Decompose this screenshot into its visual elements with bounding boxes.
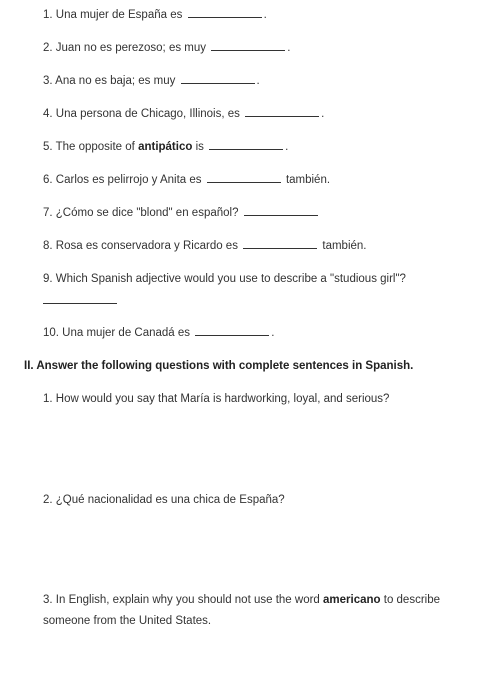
open-question-1-text: 1. How would you say that María is hardworking, loyal, and serious? [43, 393, 390, 405]
answer-blank-8[interactable] [243, 238, 317, 249]
question-5-text: 5. The opposite of [43, 141, 135, 153]
answer-blank-2[interactable] [211, 40, 285, 51]
question-3-end: . [256, 75, 260, 87]
question-4-text: 4. Una persona de Chicago, Illinois, es [43, 108, 240, 120]
question-6 [43, 172, 330, 188]
question-1 [43, 7, 267, 23]
question-10 [43, 325, 274, 341]
question-8 [43, 238, 366, 254]
answer-blank-6[interactable] [207, 172, 281, 183]
open-question-2-text: 2. ¿Qué nacionalidad es una chica de España? [43, 494, 285, 506]
question-7-text: 7. ¿Cómo se dice "blond" en español? [43, 207, 239, 219]
question-2 [43, 40, 290, 56]
question-8-text: 8. Rosa es conservadora y Ricardo es [43, 240, 238, 252]
open-question-2 [43, 492, 285, 508]
question-4 [43, 106, 324, 122]
question-1-text: 1. Una mujer de España es [43, 9, 183, 21]
question-5 [43, 139, 288, 155]
question-9-text: 9. Which Spanish adjective would you use to describe a "studious girl"? [43, 273, 406, 285]
section-heading: II. Answer the following questions with complete sentences in Spanish. [24, 360, 414, 372]
question-8-end: también. [322, 240, 367, 252]
question-4-end: . [321, 108, 325, 120]
answer-blank-5[interactable] [209, 139, 283, 150]
question-1-end: . [263, 9, 267, 21]
question-5-mid: is [195, 141, 204, 153]
open-question-3-bold-word: americano [323, 594, 381, 606]
open-question-1 [43, 391, 389, 407]
answer-blank-4[interactable] [245, 106, 319, 117]
open-question-3-end: to describe someone from the United States. [43, 594, 441, 627]
question-7 [43, 205, 320, 221]
question-3-text: 3. Ana no es baja; es muy [43, 75, 176, 87]
question-6-end: también. [285, 174, 331, 186]
answer-blank-10[interactable] [195, 325, 269, 336]
answer-blank-3[interactable] [181, 73, 255, 84]
answer-blank-9[interactable] [43, 302, 117, 304]
question-6-text: 6. Carlos es pelirrojo y Anita es [43, 174, 202, 186]
question-2-text: 2. Juan no es perezoso; es muy [43, 42, 207, 54]
answer-blank-7[interactable] [244, 205, 318, 216]
open-question-3-text: 3. In English, explain why you should not use the word [43, 594, 320, 606]
question-3 [43, 73, 260, 89]
question-2-end: . [287, 42, 291, 54]
question-9 [43, 271, 406, 287]
question-10-end: . [271, 327, 275, 339]
question-5-bold-word: antipático [138, 141, 193, 153]
open-question-3 [43, 590, 463, 632]
answer-blank-1[interactable] [188, 7, 262, 18]
question-10-text: 10. Una mujer de Canadá es [43, 327, 191, 339]
question-5-end: . [285, 141, 289, 153]
